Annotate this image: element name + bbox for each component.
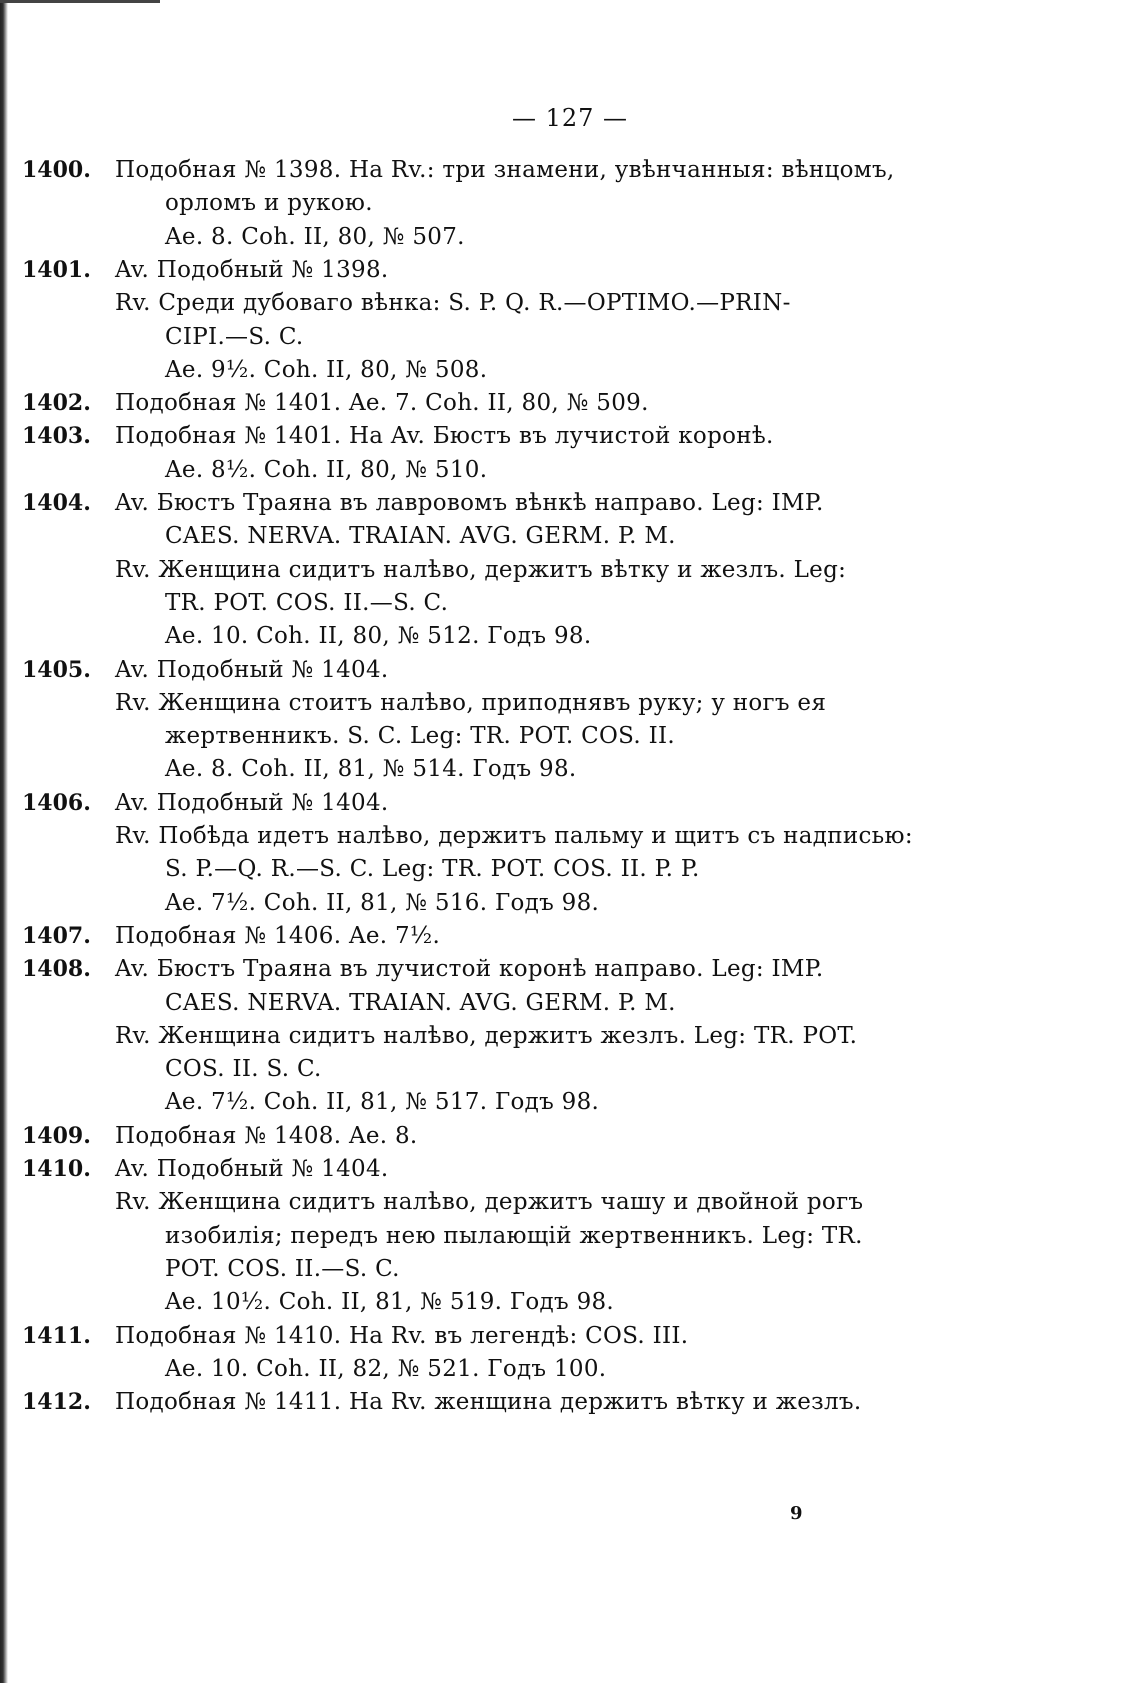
entry-line: Подобная № 1401. На Av. Бюстъ въ лучистой коронѣ. xyxy=(115,423,774,450)
entry-number: 1412. xyxy=(22,1389,91,1416)
entry-line: Rv. Женщина сидитъ налѣво, держитъ жезлъ. Leg: TR. POT. xyxy=(115,1022,858,1049)
entry-number: 1405. xyxy=(22,656,91,683)
entry-line: Av. Бюстъ Траяна въ лавровомъ вѣнкѣ направо. Leg: IMP. xyxy=(115,490,824,516)
entry-number: 1410. xyxy=(22,1156,91,1182)
scan-edge-left xyxy=(0,0,8,1683)
entry-line: Ae. 8. Coh. II, 81, № 514. Годъ 98. xyxy=(165,756,577,783)
entry-line: CAES. NERVA. TRAIAN. AVG. GERM. P. M. xyxy=(165,523,676,550)
entry-number: 1411. xyxy=(22,1322,91,1349)
entry-number: 1400. xyxy=(22,157,91,183)
entry-line: S. P.—Q. R.—S. C. Leg: TR. POT. COS. II. P. P. xyxy=(165,856,700,883)
entry-line: Ae. 9½. Coh. II, 80, № 508. xyxy=(165,356,488,383)
entry-number: 1401. xyxy=(22,256,91,283)
entry-number: 1408. xyxy=(22,956,91,983)
entry-line: Rv. Среди дубоваго вѣнка: S. P. Q. R.—OPTIMO.—PRIN- xyxy=(115,290,791,317)
entry-line: Ae. 7½. Coh. II, 81, № 517. Годъ 98. xyxy=(165,1089,600,1116)
entry-line: Av. Подобный № 1398. xyxy=(115,256,389,283)
entry-line: Подобная № 1398. На Rv.: три знамени, увѣнчанныя: вѣнцомъ, xyxy=(115,157,895,183)
entry-line: Подобная № 1410. На Rv. въ легендѣ: COS. III. xyxy=(115,1322,689,1349)
entry-line: орломъ и рукою. xyxy=(165,190,373,217)
entry-line: Rv. Побѣда идетъ налѣво, держитъ пальму и щитъ съ надписью: xyxy=(115,823,913,849)
entry-line: изобилія; передъ нею пылающій жертвенникъ. Leg: TR. xyxy=(165,1222,863,1249)
printer-signature: 9 xyxy=(790,1503,803,1524)
entry-line: Ae. 10. Coh. II, 82, № 521. Годъ 100. xyxy=(165,1355,607,1382)
entry-number: 1409. xyxy=(22,1122,91,1149)
page-number: — 127 — xyxy=(511,104,629,132)
entry-line: Ae. 10½. Coh. II, 81, № 519. Годъ 98. xyxy=(165,1289,615,1316)
entry-line: CAES. NERVA. TRAIAN. AVG. GERM. P. M. xyxy=(165,989,676,1016)
entry-line: COS. II. S. C. xyxy=(165,1056,322,1083)
entry-number: 1406. xyxy=(22,789,91,816)
entry-number: 1402. xyxy=(22,390,91,417)
entry-line: Ae. 7½. Coh. II, 81, № 516. Годъ 98. xyxy=(165,889,600,916)
entry-number: 1403. xyxy=(22,423,91,450)
entry-line: Av. Бюстъ Траяна въ лучистой коронѣ направо. Leg: IMP. xyxy=(115,956,824,983)
entry-line: жертвенникъ. S. C. Leg: TR. POT. COS. II. xyxy=(165,723,676,750)
entry-number: 1407. xyxy=(22,922,91,949)
entry-line: Rv. Женщина сидитъ налѣво, держитъ чашу и двойной рогъ xyxy=(115,1189,864,1216)
entry-line: CIPI.—S. C. xyxy=(165,323,304,350)
entry-line: Подобная № 1406. Ae. 7½. xyxy=(115,922,441,949)
entry-number: 1404. xyxy=(22,490,91,516)
entry-line: Ae. 8. Coh. II, 80, № 507. xyxy=(165,223,465,250)
entry-line: Av. Подобный № 1404. xyxy=(115,656,389,683)
entry-line: Подобная № 1408. Ae. 8. xyxy=(115,1122,418,1149)
scan-edge-top xyxy=(0,0,160,3)
entry-line: Ae. 10. Coh. II, 80, № 512. Годъ 98. xyxy=(165,623,592,650)
entry-line: Av. Подобный № 1404. xyxy=(115,789,389,816)
entry-line: Ae. 8½. Coh. II, 80, № 510. xyxy=(165,456,488,483)
entry-line: Rv. Женщина сидитъ налѣво, держитъ вѣтку и жезлъ. Leg: xyxy=(115,556,847,583)
entry-line: Подобная № 1401. Ae. 7. Coh. II, 80, № 509. xyxy=(115,390,649,417)
entry-line: Rv. Женщина стоитъ налѣво, приподнявъ руку; у ногъ ея xyxy=(115,689,827,716)
entry-line: Подобная № 1411. На Rv. женщина держитъ вѣтку и жезлъ. xyxy=(115,1389,862,1416)
entry-line: Av. Подобный № 1404. xyxy=(115,1156,389,1182)
entry-line: TR. POT. COS. II.—S. C. xyxy=(165,589,449,616)
entry-line: POT. COS. II.—S. C. xyxy=(165,1255,400,1282)
